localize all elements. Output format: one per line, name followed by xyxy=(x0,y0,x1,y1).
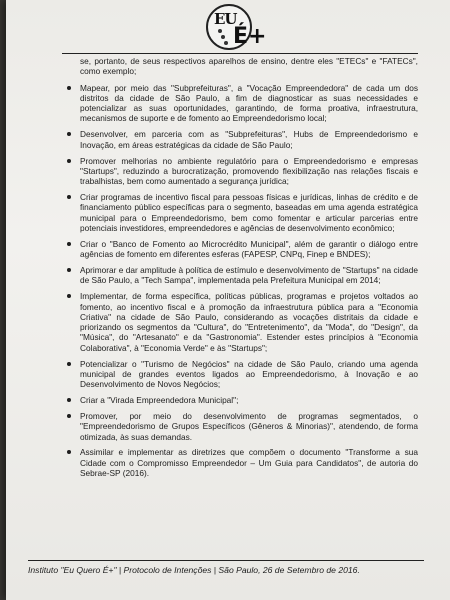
list-item-text: Implementar, de forma específica, políticas públicas, programas e projetos voltados ao fomento, ao incentivo fiscal e à promoção da infraestrutura pública para a "Economia Criativa" na cidade de São Paulo, considerando as vocações distritais da cidade e priorizando os segmentos da "Cultura", do "Entretenimento", da "Moda", do "Design", da "Música", do "Artesanato" e da "Gastronomia". Estender estes princípios à "Economia Colaborativa", à "Economia Verde" e às "Startups"; xyxy=(80,291,418,353)
page-footer: Instituto "Eu Quero É+" | Protocolo de Intenções | São Paulo, 26 de Setembro de 2016. xyxy=(28,565,360,575)
document-page xyxy=(6,0,450,600)
list-item-text: Desenvolver, em parceria com as "Subprefeituras", Hubs de Empreendedorismo e Inovação, em áreas estratégicas da cidade de São Paulo; xyxy=(80,129,418,150)
bullet-icon xyxy=(67,159,71,163)
list-item xyxy=(66,359,418,390)
bullet-icon xyxy=(67,86,71,90)
list-item xyxy=(66,291,418,353)
list-item-text: Assimilar e implementar as diretrizes que compõem o documento "Transforme a sua Cidade com o Compromisso Empreendedor – Um Guia para Candidatos", de autoria do Sebrae-SP (2016). xyxy=(80,447,418,479)
list-item-text: Aprimorar e dar amplitude à política de estímulo e desenvolvimento de "Startups" na cidade de São Paulo, a "Tech Sampa", implementada pela Prefeitura Municipal em 2014; xyxy=(80,265,418,286)
bullet-icon xyxy=(67,294,71,298)
list-item-text: Promover, por meio do desenvolvimento de programas segmentados, o "Empreendedorismo de Grupos Específicos (Gêneros & Minorias)", atendendo, de forma otimizada, às suas demandas. xyxy=(80,410,418,442)
header-divider xyxy=(62,53,418,54)
document-body xyxy=(66,56,418,484)
list-item xyxy=(66,395,418,405)
list-item-text: Mapear, por meio das "Subprefeituras", a "Vocação Empreendedora" de cada um dos distritos da cidade de São Paulo, a fim de diagnosticar as suas necessidades e potencializar as suas oportunidades, garantindo, de forma proativa, infraestrutura, mecanismos de suporte e de fomento ao Empreendedorismo local; xyxy=(80,82,418,124)
list-item-text: Potencializar o "Turismo de Negócios" na cidade de São Paulo, criando uma agenda municipal de grandes eventos ligados ao Empreendedorismo, à Inovação e ao Desenvolvimento de Novos Negócios; xyxy=(80,358,418,390)
list-item xyxy=(66,265,418,286)
list-item xyxy=(66,411,418,442)
bullet-icon xyxy=(67,450,71,454)
bullet-icon xyxy=(67,268,71,272)
list-item xyxy=(66,192,418,233)
list-item-text: Promover melhorias no ambiente regulatório para o Empreendedorismo e empresas "Startups", reduzindo a burocratização, promovendo flexibilização nas relações fiscais e trabalhistas, bem como aumentado a segurança jurídica; xyxy=(80,155,418,187)
bullet-icon xyxy=(67,414,71,418)
proposal-list xyxy=(66,83,418,479)
list-item xyxy=(66,129,418,150)
bullet-icon xyxy=(67,195,71,199)
bullet-icon xyxy=(67,132,71,136)
intro-paragraph: se, portanto, de seus respectivos aparelhos de ensino, dentre eles "ETECs" e "FATECs", como exemplo; xyxy=(80,56,418,77)
bullet-icon xyxy=(67,398,71,402)
bullet-icon xyxy=(67,362,71,366)
list-item-text: Criar a "Virada Empreendedora Municipal"; xyxy=(80,395,239,406)
list-item xyxy=(66,447,418,478)
institute-logo: EU É+ xyxy=(206,4,252,50)
bullet-icon xyxy=(67,242,71,246)
list-item-text: Criar programas de incentivo fiscal para pessoas físicas e jurídicas, linhas de crédito e de financiamento público específicas para o segmento, baseadas em uma agenda estratégica municipal para o Empreendedorismo, bem como fomentar e articular parcerias entre potenciais investidores, empreendedores e agências de desenvolvimento econômico; xyxy=(80,192,418,233)
list-item xyxy=(66,239,418,260)
list-item xyxy=(66,83,418,124)
list-item xyxy=(66,156,418,187)
list-item-text: Criar o "Banco de Fomento ao Microcrédito Municipal", além de garantir o diálogo entre agências de fomento em diferentes esferas (FAPESP, CNPq, Finep e BNDES); xyxy=(80,238,418,260)
footer-divider xyxy=(28,560,424,561)
